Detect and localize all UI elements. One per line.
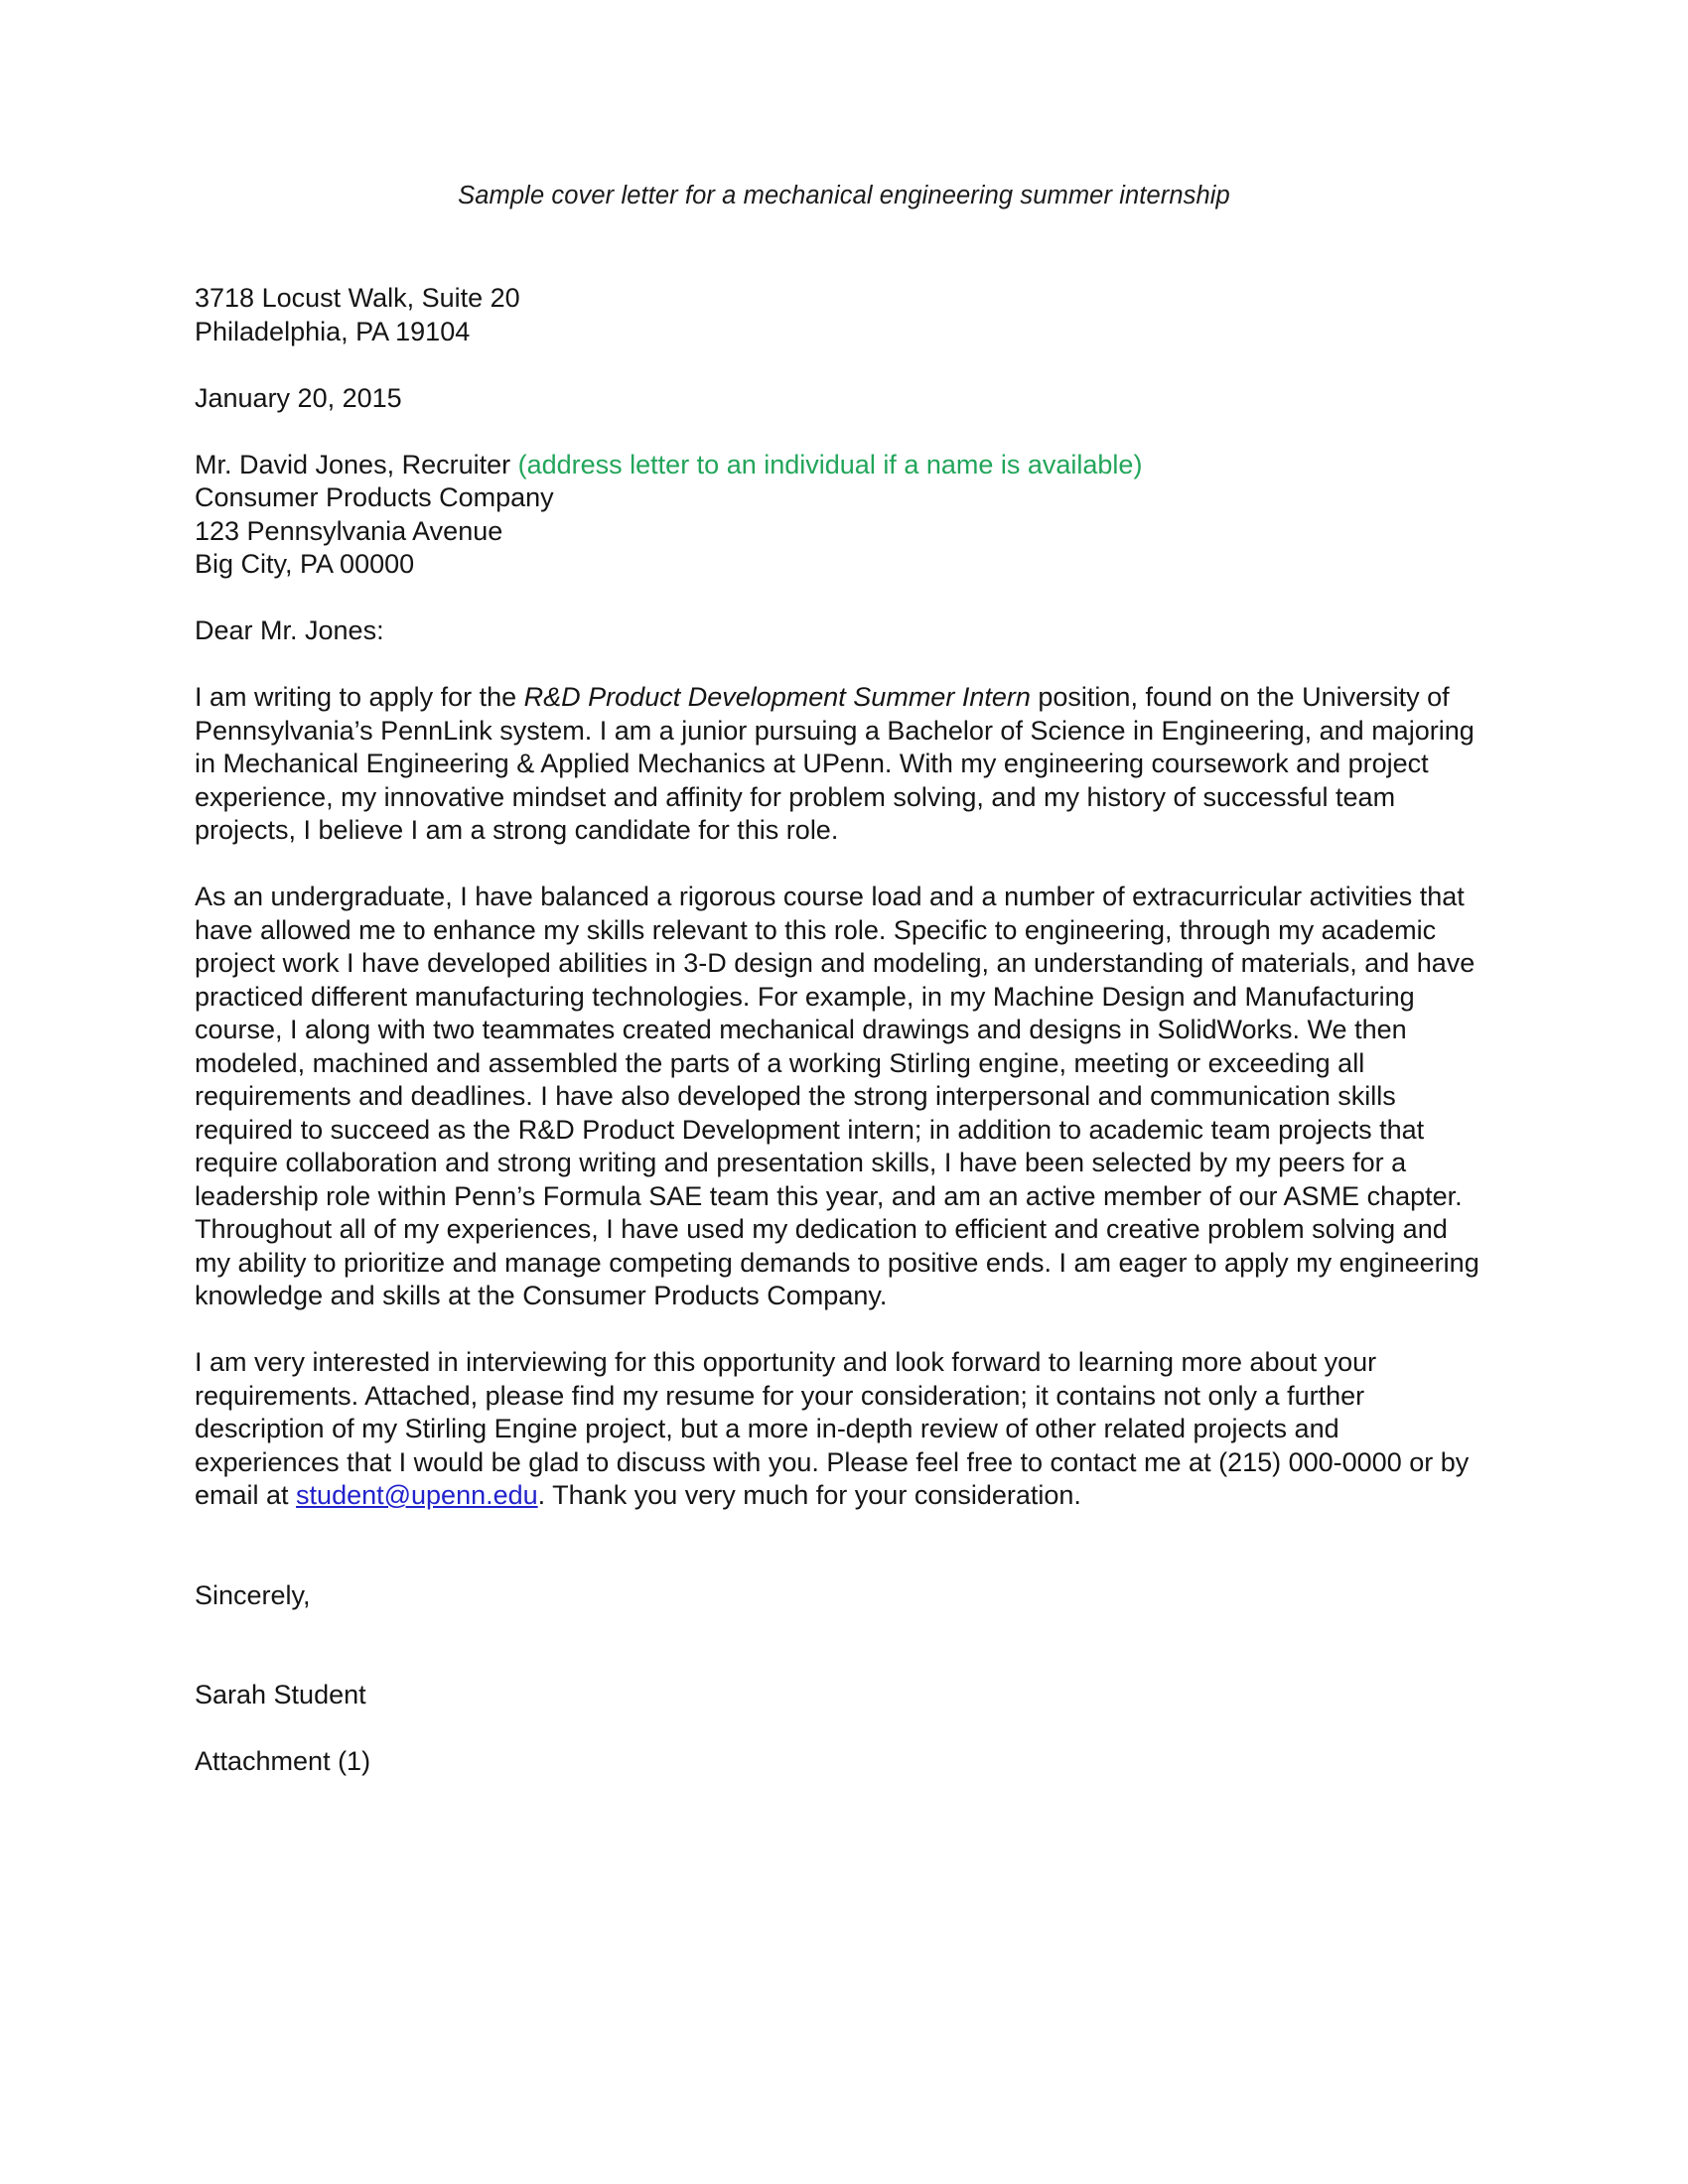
sender-address-line-1: 3718 Locust Walk, Suite 20 [195,283,520,313]
attachment-note: Attachment (1) [195,1746,371,1776]
spacer [195,1513,1485,1547]
recipient-name-annotation: (address letter to an individual if a name is available) [517,449,1143,479]
spacer [195,415,1485,449]
body-paragraph-1 [195,681,1485,848]
paragraph-1-part-2: position, found on the University of Pennsylvania’s PennLink system. I am a junior pursuing a Bachelor of Science in Engineering, and majoring in Mechanical Engineering & Applied Mechanics at UPenn. With my engineering coursework and project experience, my innovative mindset and affinity for problem solving, and my history of successful team projects, I believe I am a strong candidate for this role. [195,682,1475,845]
recipient-address-block [195,449,1485,582]
job-title-emphasis: R&D Product Development Summer Intern [523,682,1031,712]
letter-date: January 20, 2015 [195,382,402,413]
body-paragraph-2: As an undergraduate, I have balanced a rigorous course load and a number of extracurricular activities that have allowed me to enhance my skills relevant to this role. Specific to engineering, through my academic project work I have developed abilities in 3-D design and modeling, an understanding of materials, and have practiced different manufacturing technologies. For example, in my Machine Design and Manufacturing course, I along with two teammates created mechanical drawings and designs in SolidWorks. We then modeled, machined and assembled the parts of a working Stirling engine, meeting or exceeding all requirements and deadlines. I have also developed the strong interpersonal and communication skills required to succeed as the R&D Product Development intern; in addition to academic team projects that require collaboration and strong writing and presentation skills, I have been selected by my peers for a leadership role within Penn’s Formula SAE team this year, and am an active member of our ASME chapter. Throughout all of my experiences, I have used my dedication to efficient and creative problem solving and my ability to prioritize and manage competing demands to positive ends. I am eager to apply my engineering knowledge and skills at the Consumer Products Company. [195,882,1479,1310]
spacer [195,348,1485,382]
recipient-name-line [195,449,1485,482]
spacer [195,1313,1485,1347]
page-title: Sample cover letter for a mechanical engineering summer internship [458,182,1230,209]
paragraph-3-part-2: . Thank you very much for your consideration. [537,1480,1081,1510]
sender-address-block [195,282,1485,348]
closing: Sincerely, [195,1579,311,1610]
paragraph-1-part-1: I am writing to apply for the [195,682,524,712]
spacer [195,1646,1485,1680]
spacer [195,1612,1485,1646]
recipient-company: Consumer Products Company [195,482,554,512]
spacer [195,1712,1485,1746]
sender-address-line-2: Philadelphia, PA 19104 [195,316,471,346]
spacer [195,648,1485,682]
recipient-city-state-zip: Big City, PA 00000 [195,549,415,579]
spacer [195,1546,1485,1579]
email-link[interactable]: student@upenn.edu [296,1480,538,1510]
recipient-name: Mr. David Jones, Recruiter [195,449,518,479]
spacer [195,582,1485,615]
signature-name: Sarah Student [195,1680,366,1709]
body-paragraph-3 [195,1346,1485,1513]
recipient-street: 123 Pennsylvania Avenue [195,515,503,546]
letter-body [195,282,1485,1779]
spacer [195,848,1485,882]
paragraph-3-part-1: I am very interested in interviewing for this opportunity and look forward to learning more about your requirements. Attached, please find my resume for your consideration; it contains not only a further description of my Stirling Engine project, but a more in-depth review of other related projects and experiences that I would be glad to discuss with you. Please feel free to contact me at (215) 000-0000 or by email at [195,1347,1470,1510]
salutation: Dear Mr. Jones: [195,615,384,645]
